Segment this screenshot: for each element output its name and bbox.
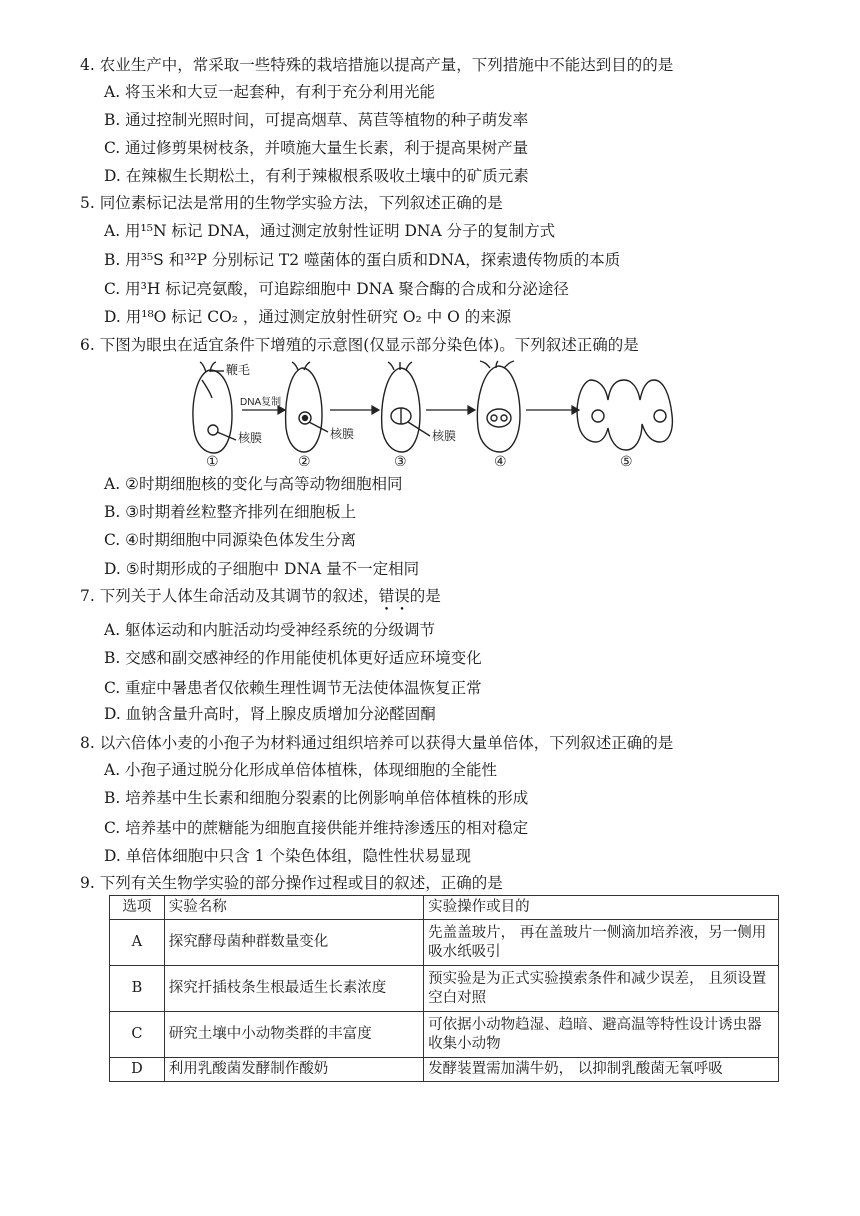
label-nuclear-membrane-1: 核膜 [238,431,263,445]
experiment-table [109,895,779,1082]
stage-2-cell [286,362,328,452]
euglena-division-figure [180,360,680,468]
question-8-option-c: C. 培养基中的蔗糖能为细胞直接供能并维持渗透压的相对稳定 [104,819,529,837]
table-cell-experiment: 探究扦插枝条生根最适生长素浓度 [164,966,423,1012]
question-7-option-c: C. 重症中暑患者仅依赖生理性调节无法使体温恢复正常 [104,679,482,697]
table-cell-option: B [110,966,165,1012]
stage-label-2: ② [298,453,311,468]
table-header-experiment: 实验名称 [164,896,423,920]
table-header-option: 选项 [110,896,165,920]
table-header-row [110,896,779,920]
question-8-option-d: D. 单倍体细胞中只含 1 个染色体组，隐性性状易显现 [104,847,471,865]
question-4-option-d: D. 在辣椒生长期松土，有利于辣椒根系吸收土壤中的矿质元素 [104,167,529,185]
table-cell-operation: 先盖盖玻片， 再在盖玻片一侧滴加培养液，另一侧用吸水纸吸引 [424,920,779,966]
table-cell-operation: 可依据小动物趋湿、趋暗、避高温等特性设计诱虫器收集小动物 [424,1012,779,1058]
stage-label-4: ④ [494,453,507,468]
question-6-option-c: C. ④时期细胞中同源染色体发生分离 [104,531,357,549]
question-7-option-a: A. 躯体运动和内脏活动均受神经系统的分级调节 [104,621,436,639]
label-nuclear-membrane-3: 核膜 [432,429,457,443]
question-6-option-b: B. ③时期着丝粒整齐排列在细胞板上 [104,503,357,521]
table-cell-option: A [110,920,165,966]
question-8-option-a: A. 小孢子通过脱分化形成单倍体植株，体现细胞的全能性 [104,761,498,779]
question-9-stem: 9. 下列有关生物学实验的部分操作过程或目的叙述，正确的是 [80,874,503,892]
table-cell-experiment: 探究酵母菌种群数量变化 [164,920,423,966]
question-7-emphasis-2: 误 [394,587,410,605]
question-4-option-c: C. 通过修剪果树枝条，并喷施大量生长素，利于提高果树产量 [104,139,529,157]
table-cell-option: C [110,1012,165,1058]
table-row [110,1012,779,1058]
question-5-option-a: A. 用¹⁵N 标记 DNA，通过测定放射性证明 DNA 分子的复制方式 [104,222,556,240]
label-flagellum: 鞭毛 [226,363,251,377]
stage-4-cell [477,361,520,452]
question-4-option-b: B. 通过控制光照时间，可提高烟草、莴苣等植物的种子萌发率 [104,111,529,129]
table-cell-option: D [110,1058,165,1082]
question-7-emphasis-1: 错 [378,587,395,605]
table-header-operation: 实验操作或目的 [424,896,779,920]
question-7-option-d: D. 血钠含量升高时，肾上腺皮质增加分泌醛固酮 [104,705,436,723]
table-cell-operation: 预实验是为正式实验摸索条件和减少误差， 且须设置空白对照 [424,966,779,1012]
question-7-stem-pre: 7. 下列关于人体生命活动及其调节的叙述， [80,587,379,605]
table-row [110,966,779,1012]
stage-3-cell [382,362,430,452]
table-row [110,1058,779,1082]
question-5-option-d: D. 用¹⁸O 标记 CO₂ ，通过测定放射性研究 O₂ 中 O 的来源 [104,308,512,326]
label-nuclear-membrane-2: 核膜 [330,427,355,441]
question-5-stem: 5. 同位素标记法是常用的生物学实验方法，下列叙述正确的是 [80,194,503,212]
question-7-stem-post: 的是 [409,587,441,605]
table-row [110,920,779,966]
stage-5-cell [577,380,672,450]
question-4-option-a: A. 将玉米和大豆一起套种，有利于充分利用光能 [104,83,436,101]
question-7-option-b: B. 交感和副交感神经的作用能使机体更好适应环境变化 [104,649,482,667]
stage-label-3: ③ [394,453,407,468]
question-7-stem [80,586,780,606]
question-6-stem: 6. 下图为眼虫在适宜条件下增殖的示意图(仅显示部分染色体)。下列叙述正确的是 [80,336,639,354]
table-cell-experiment: 利用乳酸菌发酵制作酸奶 [164,1058,423,1082]
question-6-option-a: A. ②时期细胞核的变化与高等动物细胞相同 [104,475,403,493]
label-dna-replication: DNA复制 [240,397,282,408]
question-8-option-b: B. 培养基中生长素和细胞分裂素的比例影响单倍体植株的形成 [104,789,529,807]
question-4-stem: 4. 农业生产中，常采取一些特殊的栽培措施以提高产量，下列措施中不能达到目的的是 [80,56,674,74]
question-5-option-b: B. 用³⁵S 和³²P 分别标记 T2 噬菌体的蛋白质和DNA，探索遗传物质的本质 [104,251,621,269]
table-cell-operation: 发酵装置需加满牛奶， 以抑制乳酸菌无氧呼吸 [424,1058,779,1082]
table-cell-experiment: 研究土壤中小动物类群的丰富度 [164,1012,423,1058]
stage-label-1: ① [206,453,219,468]
question-8-stem: 8. 以六倍体小麦的小孢子为材料通过组织培养可以获得大量单倍体，下列叙述正确的是 [80,734,674,752]
question-6-option-d: D. ⑤时期形成的子细胞中 DNA 量不一定相同 [104,560,420,578]
question-5-option-c: C. 用³H 标记亮氨酸，可追踪细胞中 DNA 聚合酶的合成和分泌途径 [104,280,569,298]
stage-label-5: ⑤ [620,453,633,468]
